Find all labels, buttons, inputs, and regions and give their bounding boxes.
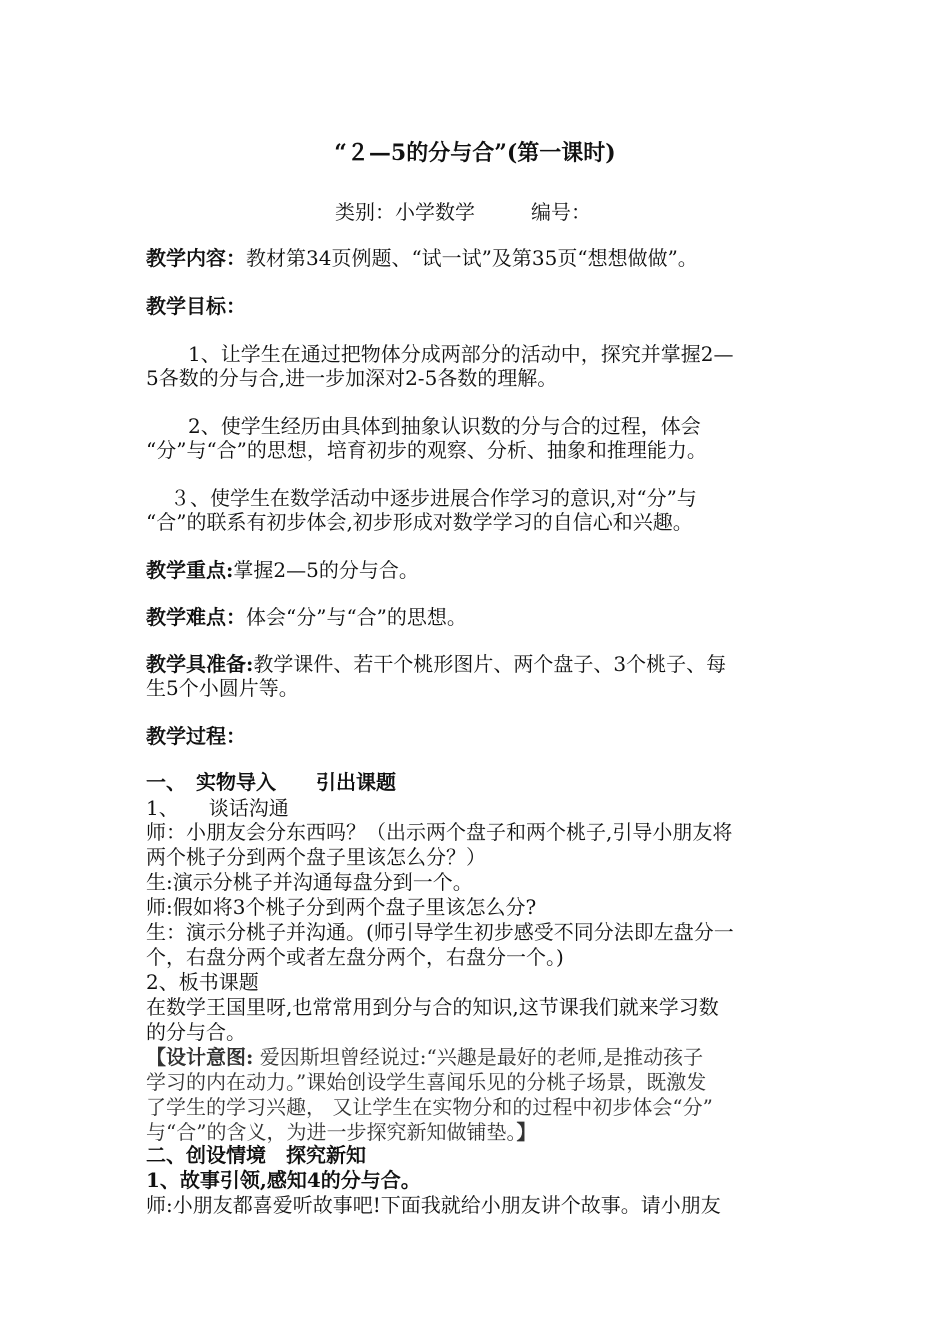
goal-2-line-2: “分”与“合”的思想，培育初步的观察、分析、抽象和推理能力。 — [146, 438, 707, 462]
section-2-line: 师:小朋友都喜爱听故事吧!下面我就给小朋友讲个故事。请小朋友 — [146, 1193, 721, 1217]
goals-label: 教学目标： — [146, 294, 246, 318]
section-1-line: 生：演示分桃子并沟通。(师引导学生初步感受不同分法即左盘分一 — [146, 920, 734, 944]
design-intent-line-1 — [146, 1045, 703, 1069]
prep-label: 教学具准备: — [146, 652, 254, 676]
section-2-heading: 二、创设情境 探究新知 — [146, 1143, 366, 1167]
section-1-sub-1: 1、 谈话沟通 — [146, 796, 289, 820]
prep-line-1 — [146, 652, 726, 676]
section-1-line: 师：小朋友会分东西吗？（出示两个盘子和两个桃子,引导小朋友将 — [146, 820, 733, 844]
content-line — [146, 246, 698, 270]
section-1-line: 师:假如将3个桃子分到两个盘子里该怎么分? — [146, 895, 537, 919]
prep-line-2: 生5个小圆片等。 — [146, 676, 299, 700]
section-2-sub-1: 1、故事引领,感知4的分与合。 — [146, 1168, 421, 1192]
content-label: 教学内容： — [146, 246, 246, 270]
design-intent-text: 爱因斯坦曾经说过:“兴趣是最好的老师,是推动孩子 — [253, 1045, 704, 1069]
section-1-heading: 一、 实物导入 引出课题 — [146, 770, 396, 794]
section-1-sub-2: 2、板书课题 — [146, 970, 259, 994]
doc-title: “２—5的分与合”(第一课时) — [334, 140, 616, 166]
difficulty-label: 教学难点： — [146, 605, 246, 629]
design-intent-close: 】 — [516, 1120, 537, 1144]
goal-2-line-1: 2、使学生经历由具体到抽象认识数的分与合的过程，体会 — [188, 414, 701, 438]
category-label: 类别：小学数学 — [335, 200, 475, 224]
design-intent-line-3: 了学生的学习兴趣， 又让学生在实物分和的过程中初步体会“分” — [146, 1095, 713, 1119]
section-1-line: 生:演示分桃子并沟通每盘分到一个。 — [146, 870, 473, 894]
goal-1-line-1: 1、让学生在通过把物体分成两部分的活动中，探究并掌握2— — [188, 342, 734, 366]
section-1-line: 两个桃子分到两个盘子里该怎么分？） — [146, 845, 486, 869]
process-label: 教学过程： — [146, 724, 246, 748]
difficulty-text: 体会“分”与“合”的思想。 — [246, 605, 467, 629]
goal-3-line-1: ３、使学生在数学活动中逐步进展合作学习的意识,对“分”与 — [170, 486, 697, 510]
goal-1-line-2: 5各数的分与合,进一步加深对2-5各数的理解。 — [146, 366, 558, 390]
design-intent-line-2: 学习的内在动力。”课始创设学生喜闻乐见的分桃子场景，既激发 — [146, 1070, 707, 1094]
number-label: 编号： — [531, 200, 591, 224]
design-intent-line-4 — [146, 1120, 536, 1144]
doc-meta — [335, 200, 591, 224]
key-text: 掌握2—5的分与合。 — [233, 558, 419, 582]
section-1-line: 的分与合。 — [146, 1020, 246, 1044]
content-text: 教材第34页例题、“试一试”及第35页“想想做做”。 — [246, 246, 698, 270]
goal-3-line-2: “合”的联系有初步体会,初步形成对数学学习的自信心和兴趣。 — [146, 510, 693, 534]
key-label: 教学重点: — [146, 558, 234, 582]
section-1-line: 在数学王国里呀,也常常用到分与合的知识,这节课我们就来学习数 — [146, 995, 719, 1019]
difficulty-line — [146, 605, 467, 629]
section-1-line: 个，右盘分两个或者左盘分两个，右盘分一个。) — [146, 945, 564, 969]
design-intent-label: 【设计意图: — [146, 1045, 254, 1069]
prep-text: 教学课件、若干个桃形图片、两个盘子、3个桃子、每 — [253, 652, 727, 676]
design-intent-text: 与“合”的含义，为进一步探究新知做铺垫。 — [146, 1120, 517, 1144]
key-point-line — [146, 558, 419, 582]
